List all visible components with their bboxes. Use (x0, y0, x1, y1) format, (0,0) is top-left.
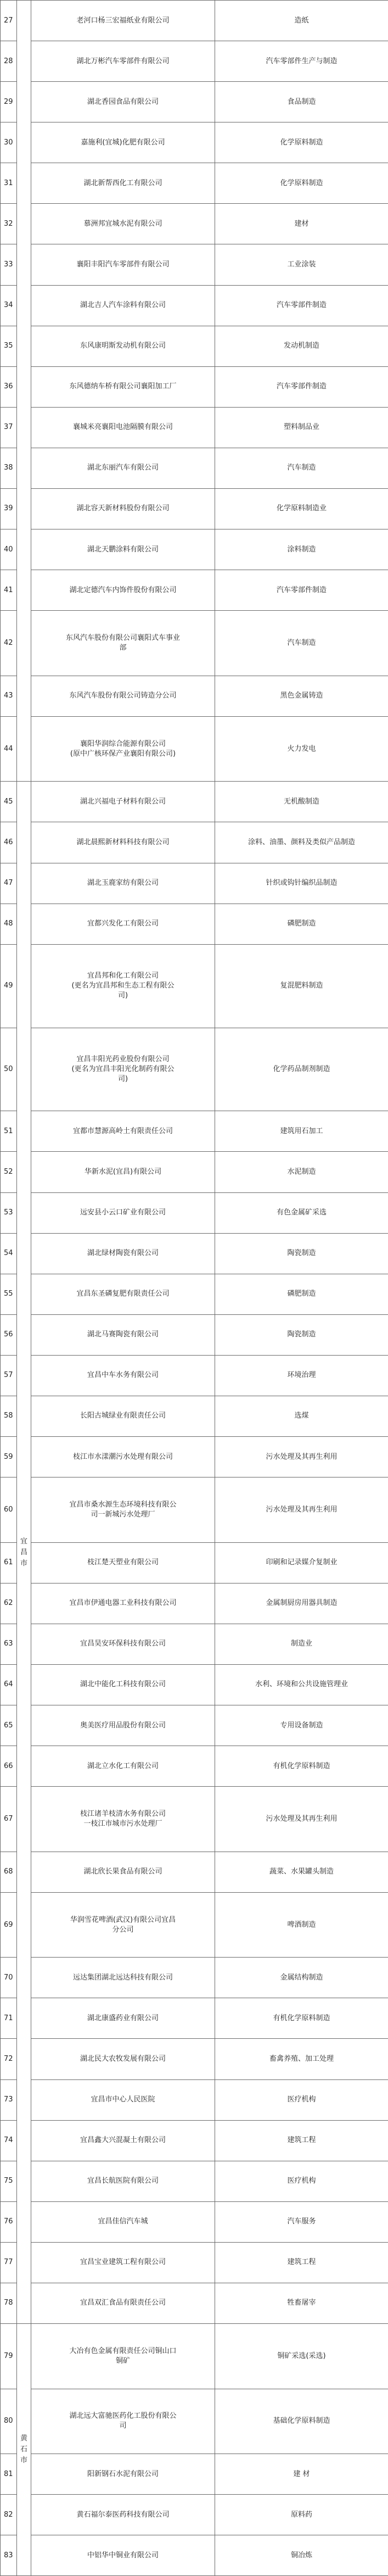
company-name: 华润雪花啤酒(武汉)有限公司宜昌 分公司 (31, 1892, 215, 1958)
row-number: 36 (1, 366, 17, 407)
industry-category: 建筑工程 (215, 2120, 388, 2161)
company-name: 湖北马赛陶瓷有限公司 (31, 1314, 215, 1355)
company-name: 湖北康盛药业有限公司 (31, 1998, 215, 2039)
row-number: 30 (1, 122, 17, 163)
row-number: 33 (1, 244, 17, 285)
table-row (1, 1152, 388, 1192)
company-name: 湖北新帮西化工有限公司 (31, 163, 215, 204)
row-number: 49 (1, 944, 17, 1028)
industry-category: 发动机制造 (215, 326, 388, 366)
company-name: 湖北绿材陶瓷有限公司 (31, 1233, 215, 1274)
row-number: 78 (1, 2283, 17, 2323)
industry-category: 火力发电 (215, 716, 388, 782)
industry-category: 啤酒制造 (215, 1892, 388, 1958)
table-row (1, 488, 388, 529)
table-row (1, 716, 388, 782)
table-row (1, 1355, 388, 1396)
row-number: 74 (1, 2120, 17, 2161)
table-row (1, 2039, 388, 2079)
company-name: 湖北吉人汽车涂料有限公司 (31, 285, 215, 326)
table-row (1, 204, 388, 244)
company-name: 老河口杨三宏福纸业有限公司 (31, 1, 215, 41)
company-name: 东风康明斯发动机有限公司 (31, 326, 215, 366)
row-number: 83 (1, 2535, 17, 2576)
table-row (1, 904, 388, 944)
company-name: 湖北欣长果食品有限公司 (31, 1852, 215, 1892)
row-number: 31 (1, 163, 17, 204)
table-row (1, 163, 388, 204)
table-row (1, 366, 388, 407)
industry-category: 汽车制造 (215, 448, 388, 488)
table-row (1, 2324, 388, 2389)
row-number: 63 (1, 1624, 17, 1664)
row-number: 55 (1, 1274, 17, 1314)
industry-category: 汽车制造 (215, 611, 388, 676)
region-label: 宜 昌 市 (20, 1537, 27, 1568)
row-number: 29 (1, 82, 17, 122)
company-name: 宜昌市桑水源生态环境科技有限公 司一新城污水处理厂 (31, 1477, 215, 1543)
row-number: 73 (1, 2079, 17, 2120)
industry-category: 铜矿采选(采选) (215, 2324, 388, 2389)
company-name: 东风德纳车桥有限公司襄阳加工厂 (31, 366, 215, 407)
region-cell (17, 1, 31, 782)
industry-category: 塑料制品业 (215, 407, 388, 448)
company-name: 宜都兴发化工有限公司 (31, 904, 215, 944)
company-name: 襄阳华润综合能源有限公司 (原中广核环保产业襄阳有限公司) (31, 716, 215, 782)
table-row (1, 1274, 388, 1314)
row-number: 35 (1, 326, 17, 366)
company-name: 宜昌长航医院有限公司 (31, 2161, 215, 2201)
row-number: 79 (1, 2324, 17, 2389)
industry-category: 汽车零部件制造 (215, 570, 388, 611)
row-number: 41 (1, 570, 17, 611)
industry-category: 汽车零部件制造 (215, 366, 388, 407)
company-name: 宜昌宝业建筑工程有限公司 (31, 2242, 215, 2283)
table-row (1, 1892, 388, 1958)
table-row (1, 863, 388, 904)
industry-category: 陶瓷制造 (215, 1314, 388, 1355)
row-number: 56 (1, 1314, 17, 1355)
industry-category: 无机酸制造 (215, 782, 388, 822)
table-row (1, 1111, 388, 1152)
industry-category: 造纸 (215, 1, 388, 41)
region-cell (17, 782, 31, 2324)
industry-category: 牲畜屠宰 (215, 2283, 388, 2323)
company-name: 阳新钢石水泥有限公司 (31, 2454, 215, 2495)
company-name: 大冶有色金属有限责任公司铜山口 铜矿 (31, 2324, 215, 2389)
table-row (1, 285, 388, 326)
row-number: 65 (1, 1705, 17, 1746)
industry-category: 污水处理及其再生利用 (215, 1477, 388, 1543)
industry-category: 建 材 (215, 2454, 388, 2495)
row-number: 58 (1, 1396, 17, 1436)
table-row (1, 2283, 388, 2323)
company-name: 湖北民大农牧发展有限公司 (31, 2039, 215, 2079)
row-number: 62 (1, 1583, 17, 1624)
row-number: 42 (1, 611, 17, 676)
company-name: 宜昌市中心人民医院 (31, 2079, 215, 2120)
row-number: 46 (1, 822, 17, 863)
table-row (1, 529, 388, 570)
industry-category: 水利、环境和公共设施管理业 (215, 1664, 388, 1705)
row-number: 27 (1, 1, 17, 41)
company-name: 湖北玉鹿家纺有限公司 (31, 863, 215, 904)
industry-category: 有色金属矿采选 (215, 1192, 388, 1233)
company-name: 宜昌昊安环保科技有限公司 (31, 1624, 215, 1664)
industry-category: 有机化学原料制造 (215, 1746, 388, 1787)
table-row (1, 2161, 388, 2201)
industry-category: 涂料制造 (215, 529, 388, 570)
row-number: 37 (1, 407, 17, 448)
region-cell (17, 2324, 31, 2576)
table-row (1, 41, 388, 82)
row-number: 43 (1, 676, 17, 716)
row-number: 67 (1, 1787, 17, 1852)
table-row (1, 1664, 388, 1705)
table-row (1, 1437, 388, 1477)
company-name: 宜昌中车水务有限公司 (31, 1355, 215, 1396)
company-name: 枝江楚天塑业有限公司 (31, 1542, 215, 1583)
company-name: 宜昌鑫大兴混凝土有限公司 (31, 2120, 215, 2161)
table-row (1, 1233, 388, 1274)
table-row (1, 407, 388, 448)
row-number: 81 (1, 2454, 17, 2495)
row-number: 72 (1, 2039, 17, 2079)
table-row (1, 2495, 388, 2535)
row-number: 76 (1, 2201, 17, 2242)
industry-category: 污水处理及其再生利用 (215, 1787, 388, 1852)
row-number: 38 (1, 448, 17, 488)
company-name: 湖北容天新材料股份有限公司 (31, 488, 215, 529)
table-row (1, 1852, 388, 1892)
row-number: 50 (1, 1028, 17, 1111)
company-name: 远达集团湖北远达科技有限公司 (31, 1958, 215, 1998)
company-name: 奥美医疗用品股份有限公司 (31, 1705, 215, 1746)
row-number: 60 (1, 1477, 17, 1543)
industry-category: 污水处理及其再生利用 (215, 1437, 388, 1477)
row-number: 40 (1, 529, 17, 570)
company-name: 湖北立水化工有限公司 (31, 1746, 215, 1787)
industry-category: 选煤 (215, 1396, 388, 1436)
row-number: 52 (1, 1152, 17, 1192)
table-row (1, 1542, 388, 1583)
company-name: 慕洲邦宜城水泥有限公司 (31, 204, 215, 244)
industry-category: 医疗机构 (215, 2161, 388, 2201)
table-row (1, 2535, 388, 2576)
company-name: 宜昌市伊通电器工业科技有限公司 (31, 1583, 215, 1624)
table-row (1, 2454, 388, 2495)
industry-category: 金属制厨房用器具制造 (215, 1583, 388, 1624)
company-name: 湖北晨熙新材料科技有限公司 (31, 822, 215, 863)
table-row (1, 1, 388, 41)
industry-category: 磷肥制造 (215, 904, 388, 944)
industry-category: 蔬菜、水果罐头制造 (215, 1852, 388, 1892)
company-name: 宜昌邦和化工有限公司 (更名为宜昌邦和生态工程有限公 司) (31, 944, 215, 1028)
company-name: 湖北万彬汽车零部件有限公司 (31, 41, 215, 82)
industry-category: 汽车零部件制造 (215, 285, 388, 326)
row-number: 47 (1, 863, 17, 904)
region-label: 黄 石 市 (20, 2434, 27, 2465)
row-number: 71 (1, 1998, 17, 2039)
company-name: 湖北定德汽车内饰件股份有限公司 (31, 570, 215, 611)
row-number: 68 (1, 1852, 17, 1892)
company-table-body (1, 1, 388, 2576)
industry-category: 有机化学原料制造 (215, 1998, 388, 2039)
industry-category: 食品制造 (215, 82, 388, 122)
table-row (1, 944, 388, 1028)
company-name: 襄城米亮襄阳电池隔膜有限公司 (31, 407, 215, 448)
row-number: 51 (1, 1111, 17, 1152)
company-name: 枝江诸羊枝清水务有限公司 一枝江市城市污水处理厂 (31, 1787, 215, 1852)
industry-category: 原料药 (215, 2495, 388, 2535)
table-row (1, 2389, 388, 2454)
row-number: 57 (1, 1355, 17, 1396)
industry-category: 建筑工程 (215, 2242, 388, 2283)
table-row (1, 1787, 388, 1852)
row-number: 66 (1, 1746, 17, 1787)
table-row (1, 1192, 388, 1233)
company-name: 襄阳丰阳汽车零部件有限公司 (31, 244, 215, 285)
industry-category: 环境治理 (215, 1355, 388, 1396)
row-number: 64 (1, 1664, 17, 1705)
industry-category: 畜禽养殖、加工处理 (215, 2039, 388, 2079)
company-name: 枝江市水漾潮污水处理有限公司 (31, 1437, 215, 1477)
industry-category: 水泥制造 (215, 1152, 388, 1192)
table-row (1, 1396, 388, 1436)
row-number: 39 (1, 488, 17, 529)
table-row (1, 1624, 388, 1664)
table-row (1, 611, 388, 676)
industry-category: 化学原料制造 (215, 122, 388, 163)
row-number: 61 (1, 1542, 17, 1583)
company-name: 宜昌丰阳光药业股份有限公司 (更名为宜昌丰阳光化制药有限公 司) (31, 1028, 215, 1111)
row-number: 82 (1, 2495, 17, 2535)
table-row (1, 326, 388, 366)
industry-category: 建筑用石加工 (215, 1111, 388, 1152)
table-row (1, 448, 388, 488)
industry-category: 黑色金属铸造 (215, 676, 388, 716)
industry-category: 化学药品制剂制造 (215, 1028, 388, 1111)
company-name: 远安县小云口矿业有限公司 (31, 1192, 215, 1233)
table-row (1, 1028, 388, 1111)
company-name: 嘉施利(宜城)化肥有限公司 (31, 122, 215, 163)
industry-category: 化学原料制造 (215, 163, 388, 204)
row-number: 59 (1, 1437, 17, 1477)
industry-category: 汽车服务 (215, 2201, 388, 2242)
table-row (1, 676, 388, 716)
industry-category: 基础化学原料制造 (215, 2389, 388, 2454)
company-name: 湖北中能化工科技有限公司 (31, 1664, 215, 1705)
company-name: 宜昌佳信汽车城 (31, 2201, 215, 2242)
row-number: 54 (1, 1233, 17, 1274)
industry-category: 复混肥料制造 (215, 944, 388, 1028)
industry-category: 涂料、油墨、颜料及类似产品制造 (215, 822, 388, 863)
company-name: 长阳古城绿业有限责任公司 (31, 1396, 215, 1436)
row-number: 32 (1, 204, 17, 244)
table-row (1, 2201, 388, 2242)
row-number: 34 (1, 285, 17, 326)
company-name: 湖北兴福电子材料有限公司 (31, 782, 215, 822)
company-name: 华新水泥(宜昌)有限公司 (31, 1152, 215, 1192)
table-row (1, 1998, 388, 2039)
row-number: 80 (1, 2389, 17, 2454)
industry-category: 陶瓷制造 (215, 1233, 388, 1274)
industry-category: 印刷和记录媒介复制业 (215, 1542, 388, 1583)
industry-category: 针织或钩针编织品制造 (215, 863, 388, 904)
industry-category: 建材 (215, 204, 388, 244)
industry-category: 金属结构制造 (215, 1958, 388, 1998)
industry-category: 铜冶炼 (215, 2535, 388, 2576)
company-name: 湖北天鹏涂料有限公司 (31, 529, 215, 570)
row-number: 75 (1, 2161, 17, 2201)
company-name: 湖北远大富驰医药化工股份有限公 司 (31, 2389, 215, 2454)
table-row (1, 1705, 388, 1746)
table-row (1, 2079, 388, 2120)
table-row (1, 1314, 388, 1355)
industry-category: 专用设备制造 (215, 1705, 388, 1746)
table-row (1, 570, 388, 611)
table-row (1, 244, 388, 285)
company-name: 宜都市慧源高岭土有限责任公司 (31, 1111, 215, 1152)
company-name: 黄石福尔泰医药科技有限公司 (31, 2495, 215, 2535)
company-name: 湖北东丽汽车有限公司 (31, 448, 215, 488)
company-name: 东风汽车股份有限公司襄阳式车事业 部 (31, 611, 215, 676)
company-name: 宜昌东圣磷复肥有限责任公司 (31, 1274, 215, 1314)
company-name: 宜昌双汇食品有限责任公司 (31, 2283, 215, 2323)
row-number: 48 (1, 904, 17, 944)
row-number: 53 (1, 1192, 17, 1233)
table-row (1, 122, 388, 163)
row-number: 45 (1, 782, 17, 822)
row-number: 44 (1, 716, 17, 782)
company-name: 湖北香园食品有限公司 (31, 82, 215, 122)
row-number: 69 (1, 1892, 17, 1958)
row-number: 70 (1, 1958, 17, 1998)
table-row (1, 782, 388, 822)
table-row (1, 1746, 388, 1787)
table-row (1, 822, 388, 863)
table-row (1, 1583, 388, 1624)
company-name: 中铝华中铜业有限公司 (31, 2535, 215, 2576)
industry-category: 磷肥制造 (215, 1274, 388, 1314)
table-row (1, 1958, 388, 1998)
industry-category: 汽车零部件生产与制造 (215, 41, 388, 82)
table-row (1, 82, 388, 122)
company-name: 东风汽车股份有限公司铸造分公司 (31, 676, 215, 716)
industry-category: 制造业 (215, 1624, 388, 1664)
table-row (1, 2120, 388, 2161)
row-number: 77 (1, 2242, 17, 2283)
industry-category: 工业涂装 (215, 244, 388, 285)
row-number: 28 (1, 41, 17, 82)
industry-category: 化学原料制造业 (215, 488, 388, 529)
industry-category: 医疗机构 (215, 2079, 388, 2120)
table-row (1, 2242, 388, 2283)
table-row (1, 1477, 388, 1543)
